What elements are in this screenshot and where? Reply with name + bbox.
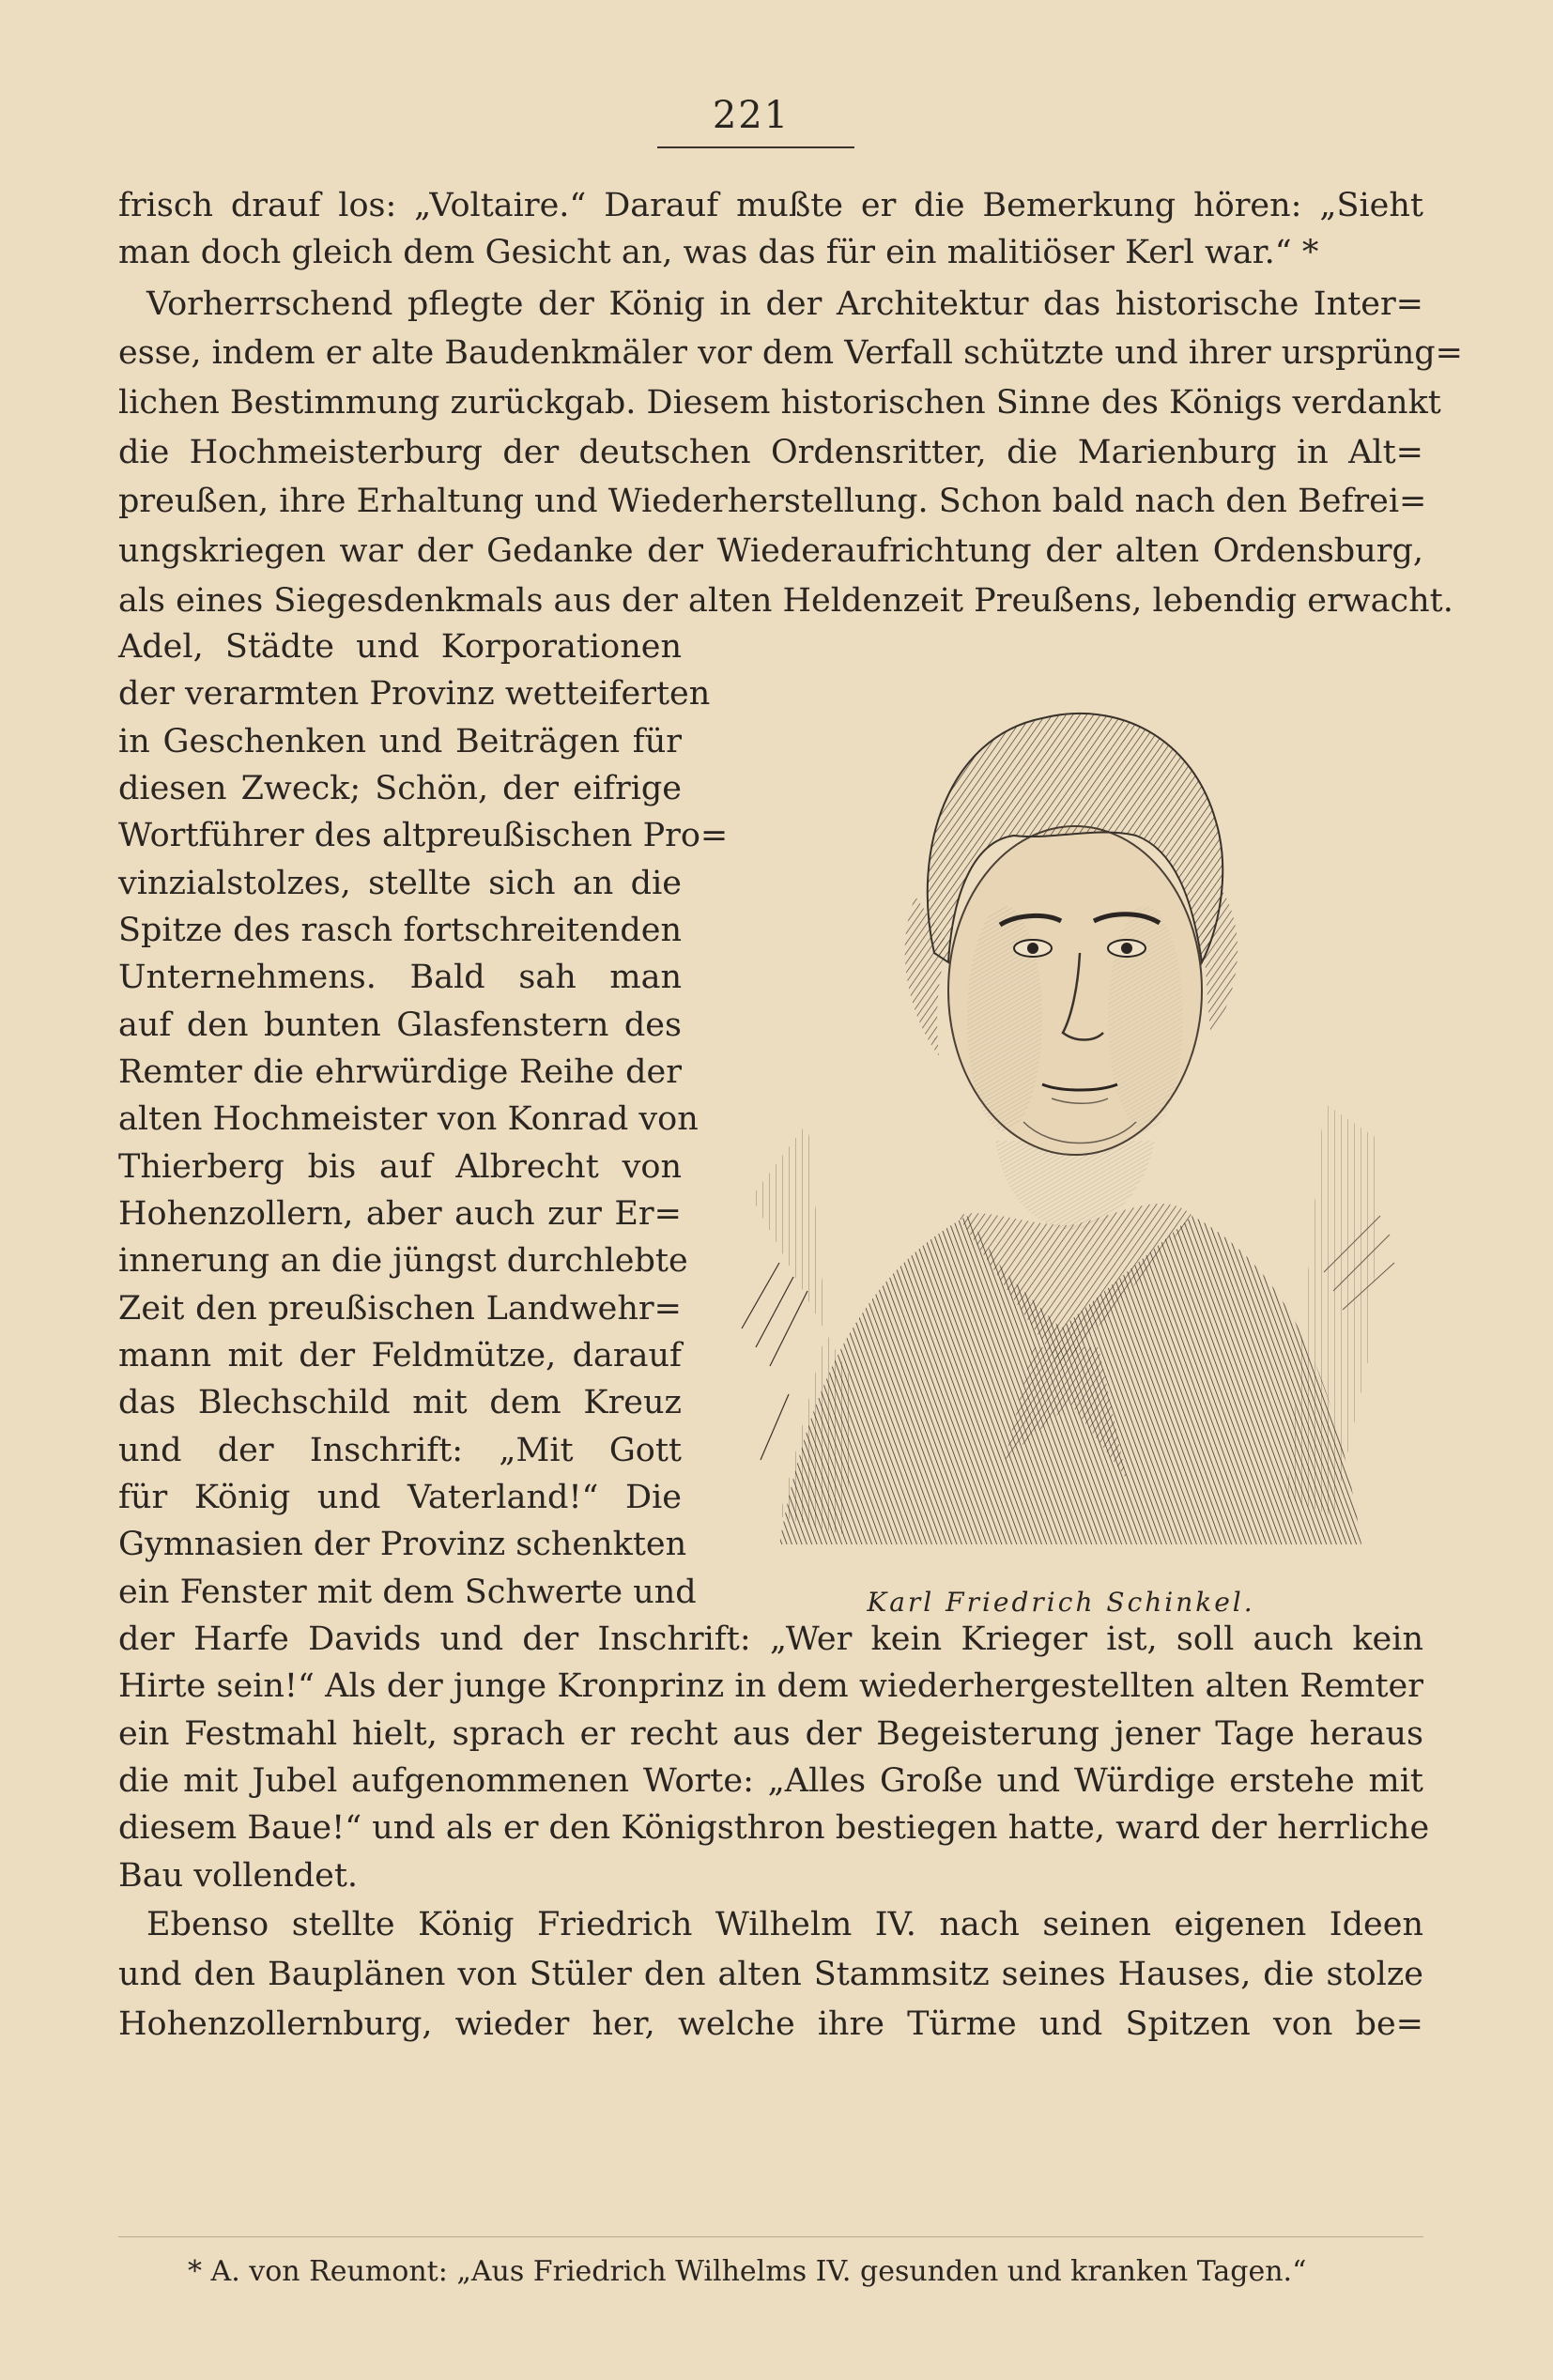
text-line: Vorherrschend pflegte der König in der Architektur das historische Inter= — [146, 285, 1423, 323]
text-line: Thierberg bis auf Albrecht von — [118, 1148, 682, 1186]
page-number-rule — [657, 146, 854, 148]
text-line: in Geschenken und Beiträgen für — [118, 723, 682, 760]
text-line: als eines Siegesdenkmals aus der alten Heldenzeit Preußens, lebendig erwacht. — [118, 582, 1453, 620]
text-line: das Blechschild mit dem Kreuz — [118, 1384, 682, 1421]
text-line: frisch drauf los: „Voltaire.“ Darauf mußte er die Bemerkung hören: „Sieht — [118, 187, 1423, 224]
text-line: Adel, Städte und Korporationen — [118, 628, 682, 666]
text-line: Wortführer des altpreußischen Pro= — [118, 817, 729, 854]
text-line: alten Hochmeister von Konrad von — [118, 1100, 699, 1138]
text-line: Bau vollendet. — [118, 1857, 359, 1895]
text-line: und den Bauplänen von Stüler den alten Stammsitz seines Hauses, die stolze — [118, 1956, 1423, 1993]
footnote: * A. von Reumont: „Aus Friedrich Wilhelms IV. gesunden und kranken Tagen.“ — [188, 2255, 1307, 2288]
footnote-divider — [118, 2236, 1423, 2237]
text-line: Spitze des rasch fortschreitenden — [118, 912, 682, 949]
text-line: vinzialstolzes, stellte sich an die — [118, 865, 682, 902]
figure-caption: Karl Friedrich Schinkel. — [867, 1587, 1255, 1618]
text-line: der verarmten Provinz wetteiferten — [118, 675, 711, 713]
text-line: die Hochmeisterburg der deutschen Ordensritter, die Marienburg in Alt= — [118, 434, 1423, 471]
text-line: ein Festmahl hielt, sprach er recht aus der Begeisterung jener Tage heraus — [118, 1715, 1423, 1753]
text-line: ungskriegen war der Gedanke der Wiederaufrichtung der alten Ordensburg, — [118, 532, 1423, 570]
text-line: esse, indem er alte Baudenkmäler vor dem Verfall schützte und ihrer ursprüng= — [118, 334, 1463, 372]
text-line: diesen Zweck; Schön, der eifrige — [118, 770, 682, 807]
text-line: preußen, ihre Erhaltung und Wiederherstellung. Schon bald nach den Befrei= — [118, 483, 1427, 520]
text-line: man doch gleich dem Gesicht an, was das für ein malitiöser Kerl war.“ * — [118, 234, 1319, 271]
text-line: Zeit den preußischen Landwehr= — [118, 1290, 682, 1328]
text-line: ein Fenster mit dem Schwerte und — [118, 1574, 697, 1611]
text-line: Unternehmens. Bald sah man — [118, 959, 682, 996]
text-line: der Harfe Davids und der Inschrift: „Wer kein Krieger ist, soll auch kein — [118, 1620, 1423, 1658]
text-line: mann mit der Feldmütze, darauf — [118, 1337, 682, 1374]
text-line: Remter die ehrwürdige Reihe der — [118, 1053, 682, 1091]
text-line: für König und Vaterland!“ Die — [118, 1479, 682, 1516]
text-line: Hirte sein!“ Als der junge Kronprinz in dem wiederhergestellten alten Remter — [118, 1667, 1423, 1705]
text-line: Gymnasien der Provinz schenkten — [118, 1526, 687, 1563]
text-line: auf den bunten Glasfenstern des — [118, 1006, 682, 1044]
text-line: Ebenso stellte König Friedrich Wilhelm IV. nach seinen eigenen Ideen — [146, 1906, 1423, 1943]
text-line: diesem Baue!“ und als er den Königsthron bestiegen hatte, ward der herrliche — [118, 1809, 1430, 1847]
text-line: innerung an die jüngst durchlebte — [118, 1242, 688, 1280]
text-line: Hohenzollernburg, wieder her, welche ihre Türme und Spitzen von be= — [118, 2005, 1423, 2043]
text-line: und der Inschrift: „Mit Gott — [118, 1432, 682, 1469]
portrait-engraving — [723, 615, 1408, 1554]
text-line: Hohenzollern, aber auch zur Er= — [118, 1195, 682, 1233]
text-line: lichen Bestimmung zurückgab. Diesem historischen Sinne des Königs verdankt — [118, 384, 1441, 422]
page-number: 221 — [712, 94, 791, 137]
text-line: die mit Jubel aufgenommenen Worte: „Alles Große und Würdige erstehe mit — [118, 1762, 1423, 1800]
